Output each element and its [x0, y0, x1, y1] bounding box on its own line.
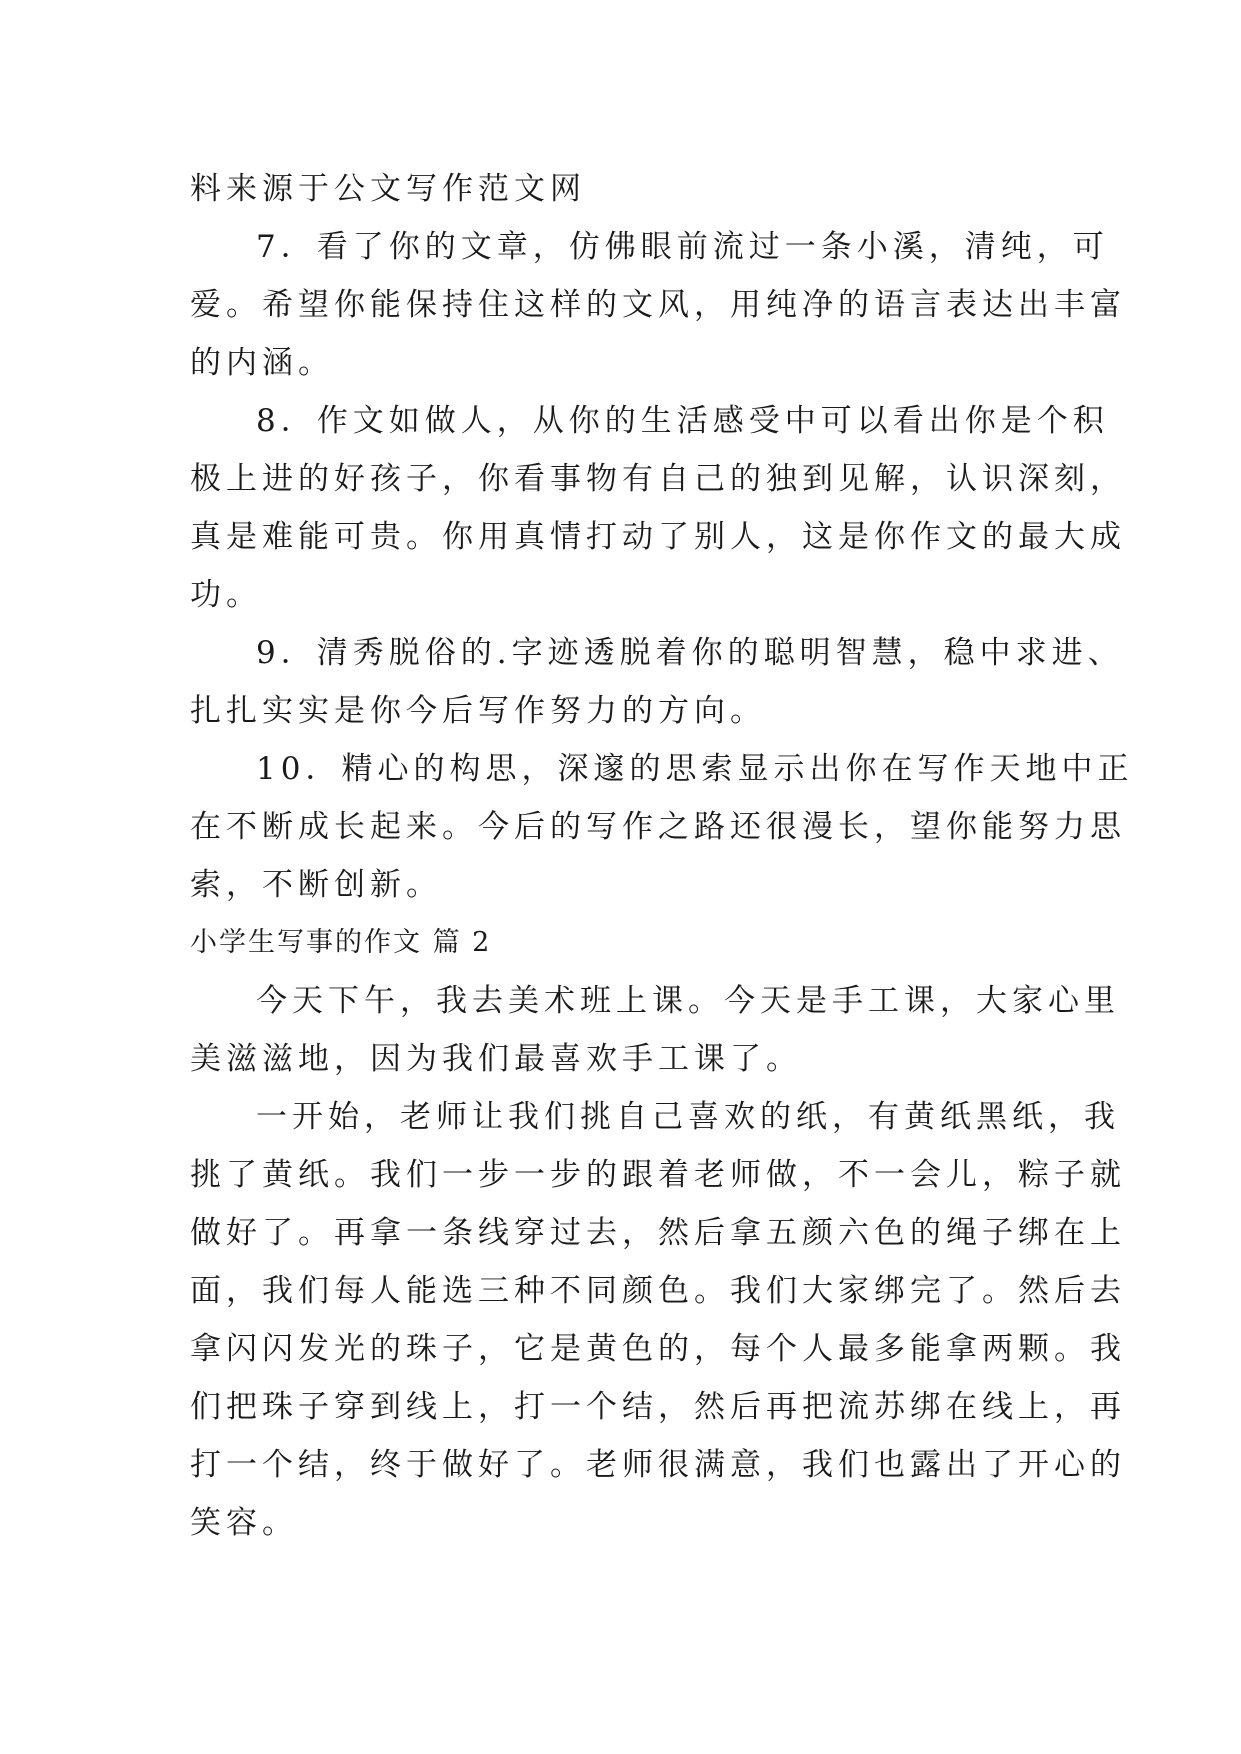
section-heading: 小学生写事的作文 篇 2 [190, 927, 492, 958]
text-line: 笑容。 [190, 1505, 298, 1541]
text-line: 8．作文如做人，从你的生活感受中可以看出你是个积 [256, 403, 1109, 439]
text-line: 一开始，老师让我们挑自己喜欢的纸，有黄纸黑纸，我 [256, 1099, 1120, 1135]
text-line: 7．看了你的文章，仿佛眼前流过一条小溪，清纯，可 [256, 229, 1109, 265]
text-line: 9．清秀脱俗的.字迹透脱着你的聪明智慧，稳中求进、 [256, 635, 1124, 671]
text-line: 做好了。再拿一条线穿过去，然后拿五颜六色的绳子绑在上 [190, 1215, 1126, 1251]
text-line: 10．精心的构思，深邃的思索显示出你在写作天地中正 [256, 751, 1134, 787]
text-line: 功。 [190, 577, 262, 613]
text-line: 面，我们每人能选三种不同颜色。我们大家绑完了。然后去 [190, 1273, 1126, 1309]
text-line: 料来源于公文写作范文网 [190, 171, 586, 207]
text-line: 今天下午，我去美术班上课。今天是手工课，大家心里 [256, 983, 1120, 1019]
text-line: 扎扎实实是你今后写作努力的方向。 [190, 693, 766, 729]
document-page [190, 160, 1134, 1552]
text-line: 的内涵。 [190, 345, 334, 381]
text-line: 美滋滋地，因为我们最喜欢手工课了。 [190, 1041, 802, 1077]
text-line: 们把珠子穿到线上，打一个结，然后再把流苏绑在线上，再 [190, 1389, 1126, 1425]
text-line: 挑了黄纸。我们一步一步的跟着老师做，不一会儿，粽子就 [190, 1157, 1126, 1193]
text-line: 拿闪闪发光的珠子，它是黄色的，每个人最多能拿两颗。我 [190, 1331, 1126, 1367]
text-line: 在不断成长起来。今后的写作之路还很漫长，望你能努力思 [190, 809, 1126, 845]
text-line: 打一个结，终于做好了。老师很满意，我们也露出了开心的 [190, 1447, 1126, 1483]
text-line: 索，不断创新。 [190, 867, 442, 903]
text-line: 真是难能可贵。你用真情打动了别人，这是你作文的最大成 [190, 519, 1126, 555]
text-line: 爱。希望你能保持住这样的文风，用纯净的语言表达出丰富 [190, 287, 1126, 323]
text-line: 极上进的好孩子，你看事物有自己的独到见解，认识深刻， [190, 461, 1126, 497]
